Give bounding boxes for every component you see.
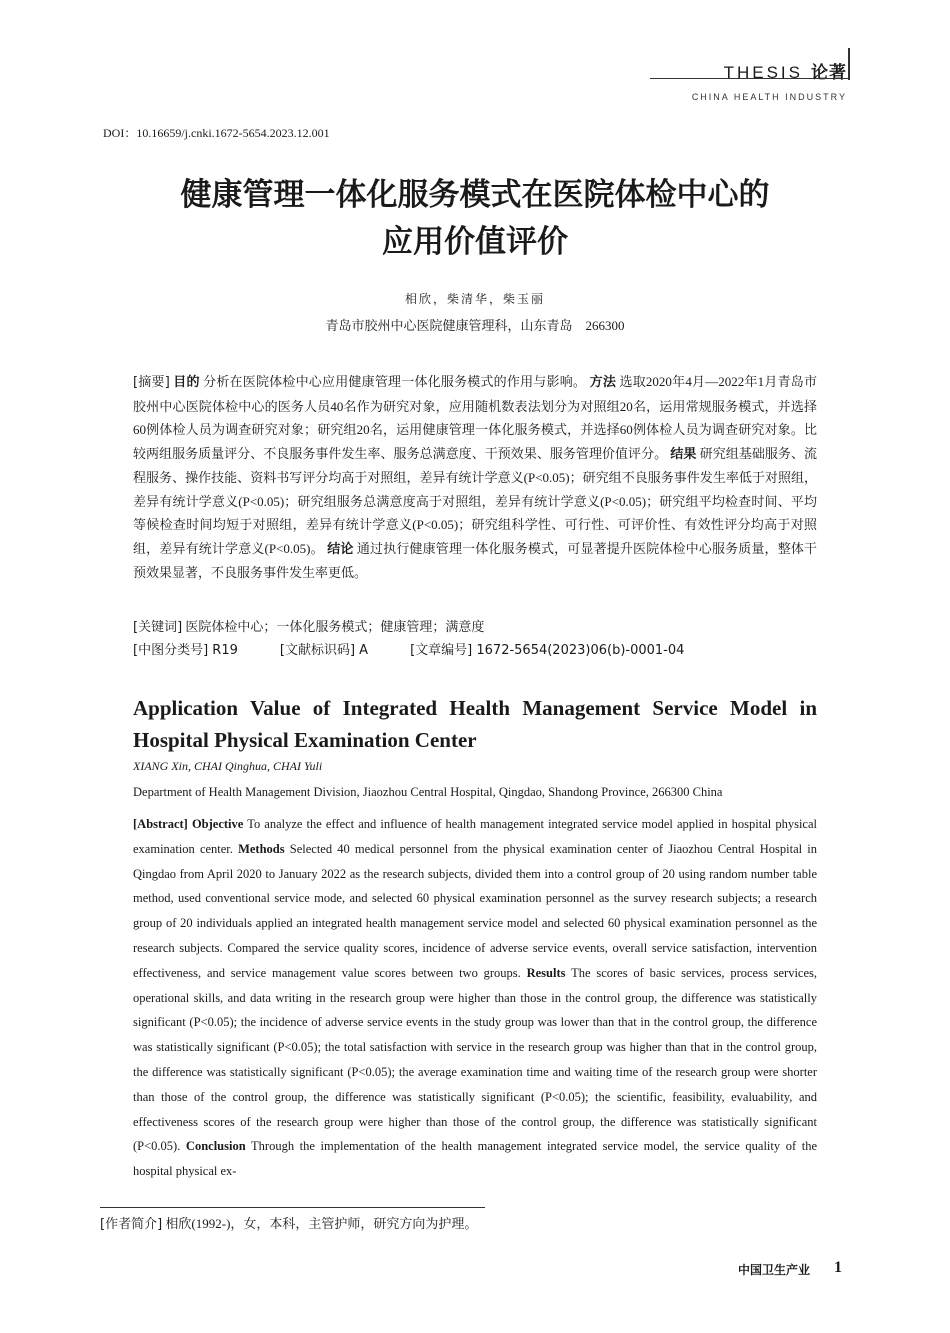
authors-en: XIANG Xin, CHAI Qinghua, CHAI Yuli xyxy=(133,759,323,773)
keywords-label: [关键词] xyxy=(133,620,183,635)
title-line-2: 应用价值评价 xyxy=(382,224,568,260)
objective-label: 目的 xyxy=(173,375,200,390)
objective-en-label: Objective xyxy=(191,817,244,831)
doi: DOI：10.16659/j.cnki.1672-5654.2023.12.001 xyxy=(103,126,330,140)
header-rule xyxy=(650,78,850,79)
abstract-en-label: [Abstract] xyxy=(133,817,188,831)
conclusion-en-text: Through the implementation of the health management integrated service model, the service quality of the hospital physical ex- xyxy=(133,1139,817,1179)
clc-label: [中图分类号] xyxy=(133,643,209,658)
results-en-text: The scores of basic services, process services, operational skills, and data writing in the research group were higher than those in the control group, the difference was statistically significant (P<0.05); the incidence of adverse service events in the study group was lower than that in the control group, the difference was statistically significant (P<0.05); the total satisfaction with service in the research group was higher than that in the control group, the difference was statistically significant (P<0.05); the average examination time and waiting time of the research group were shorter than those of the control group, the difference was statistically significant (P<0.05); the scientific, feasibility, evaluability, and effectiveness scores of the research group were higher than those of the control group, the difference was statistically significant (P<0.05). xyxy=(133,965,818,1154)
keywords-zh xyxy=(133,617,817,638)
conclusion-label: 结论 xyxy=(327,541,354,557)
abstract-en xyxy=(133,812,817,1184)
author-footnote xyxy=(100,1213,477,1232)
affiliation-en: Department of Health Management Division, Jiaozhou Central Hospital, Qingdao, Shandong Province, 266300 China xyxy=(133,785,723,799)
objective-en-text: To analyze the effect and influence of health management integrated service model applied in hospital physical examination center. xyxy=(133,817,817,856)
results-text: 研究组基础服务、流程服务、操作技能、资料书写评分均高于对照组，差异有统计学意义(P<0.05)；研究组不良服务事件发生率低于对照组，差异有统计学意义(P<0.05)；研究组服务总满意度高于对照组，差异有统计学意义(P<0.05)；研究组平均检查时间、平均等候检查时间均短于对照组，差异有统计学意义(P<0.05)；研究组科学性、可行性、可评价性、有效性评分均高于对照组，差异有统计学意义(P<0.05)。 xyxy=(133,445,817,556)
article-title-zh xyxy=(100,172,850,266)
doc-code-value: A xyxy=(359,643,369,658)
doc-code-label: [文献标识码] xyxy=(279,643,356,658)
clc-item xyxy=(133,641,238,661)
article-title-en: Application Value of Integrated Health Management Service Model in Hospital Physical Examination Center xyxy=(133,696,817,752)
doc-code-item xyxy=(280,641,368,661)
section-label-en: THESIS xyxy=(723,63,803,82)
affiliation-zh: 青岛市胶州中心医院健康管理科，山东青岛 266300 xyxy=(325,318,625,333)
objective-text: 分析在医院体检中心应用健康管理一体化服务模式的作用与影响。 xyxy=(203,374,587,389)
article-number-item xyxy=(410,641,684,661)
clc-value: R19 xyxy=(212,643,238,658)
page-number: 1 xyxy=(834,1259,842,1276)
methods-label: 方法 xyxy=(589,375,617,390)
conclusion-en-label: Conclusion xyxy=(185,1139,246,1154)
classification-line xyxy=(133,641,817,661)
keywords-text: 医院体检中心；一体化服务模式；健康管理；满意度 xyxy=(185,619,485,634)
section-label-zh: 论著 xyxy=(811,63,847,82)
methods-en-text: Selected 40 medical personnel from the physical examination center of Jiaozhou Central Hospital in Qingdao from April 2020 to January 2022 as the research subjects, divided them into a control group of 20 using random number table method, used conventional service mode, and selected 60 physical examination personnel as the survey research subjects; a research group of 20 individuals applied an integrated health management service model and selected 60 physical examination personnel as the research subjects. Compared the service quality scores, incidence of adverse service events, overall service satisfaction, intervention effectiveness, and service management value scores between two groups. xyxy=(133,841,817,980)
results-en-label: Results xyxy=(526,965,566,980)
authors-zh: 相欣，柴清华，柴玉丽 xyxy=(404,292,545,306)
methods-text: 选取2020年4月—2022年1月青岛市胶州中心医院体检中心的医务人员40名作为研究对象，应用随机数表法划分为对照组20名，运用常规服务模式，并选择60例体检人员为调查研究对象；研究组20名，运用健康管理一体化服务模式，并选择60例体检人员为调查研究对象。比较两组服务质量评分、不良服务事件发生率、服务总满意度、干预效果、服务管理价值评分。 xyxy=(133,374,817,461)
title-line-1: 健康管理一体化服务模式在医院体检中心的 xyxy=(180,177,770,213)
article-number-label: [文章编号] xyxy=(410,643,473,658)
journal-name-footer: 中国卫生产业 xyxy=(737,1263,810,1277)
conclusion-text: 通过执行健康管理一体化服务模式，可显著提升医院体检中心服务质量，整体干预效果显著，不良服务事件发生率更低。 xyxy=(133,540,817,580)
results-label: 结果 xyxy=(670,446,697,462)
methods-en-label: Methods xyxy=(238,841,285,856)
footnote-text: 相欣(1992-)，女，本科，主管护师，研究方向为护理。 xyxy=(165,1216,478,1231)
article-number-value: 1672-5654(2023)06(b)-0001-04 xyxy=(476,643,685,658)
footnote-label: [作者简介] xyxy=(100,1217,163,1232)
abstract-zh xyxy=(133,370,817,585)
journal-name-en: CHINA HEALTH INDUSTRY xyxy=(691,92,847,102)
header-vertical-bar xyxy=(848,48,850,80)
running-header xyxy=(724,58,847,83)
footnote-rule xyxy=(100,1207,485,1208)
abstract-label: [摘要] xyxy=(133,375,170,390)
